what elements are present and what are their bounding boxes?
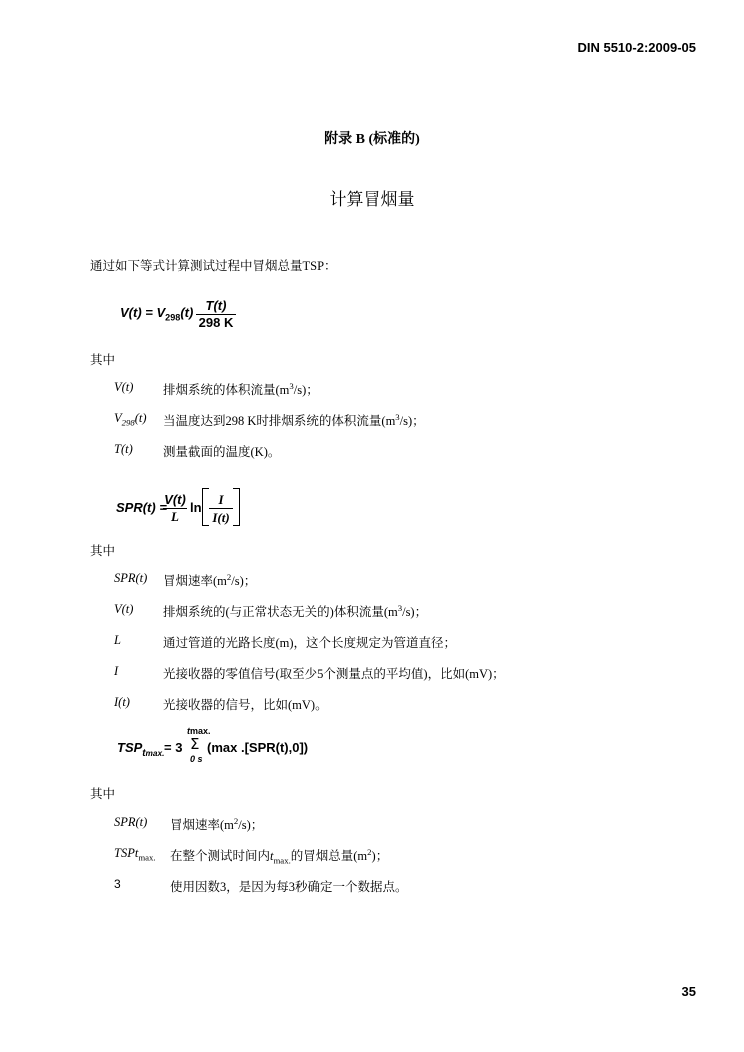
where-label-3: 其中: [90, 787, 116, 801]
page-title: 计算冒烟量: [329, 190, 415, 209]
annex-title: 附录 B (标准的): [324, 132, 420, 147]
formula1-lhs-sub: 298: [165, 312, 181, 323]
formula2-fraction: [163, 492, 187, 525]
formula3-sigma: Σ: [190, 735, 200, 753]
def2-symbol: $V_{298}(t)$: [114, 411, 147, 428]
formula2-ln: ln: [190, 500, 202, 515]
where-label-2: 其中: [90, 544, 116, 558]
formula-volume-flow: [120, 305, 193, 323]
def9-symbol: SPR(t): [114, 815, 148, 829]
page-number: 35: [681, 984, 696, 999]
def1-desc: 排烟系统的体积流量$(m^3/s)$；: [163, 380, 319, 397]
def4-symbol: SPR(t): [114, 571, 148, 585]
formula3-lower: 0 s: [190, 754, 203, 764]
document-id: DIN 5510-2:2009-05: [577, 40, 696, 55]
def11-symbol: 3: [114, 877, 121, 891]
where-label: 其中: [90, 353, 116, 367]
def4-desc: 冒烟速率$(m^2/s)$；: [163, 571, 257, 588]
def10-desc: 在整个测试时间内$t_{max.}$的冒烟总量$(m^2)$；: [170, 846, 389, 866]
formula1-lhs: V(t) = V: [120, 305, 166, 320]
formula2-inner-den: I(t): [212, 510, 230, 525]
def6-desc: 通过管道的光路长度(m)，这个长度规定为管道直径；: [163, 636, 457, 650]
def2-desc: 当温度达到298 K时排烟系统的体积流量$(m^3/s)$；: [163, 411, 425, 428]
formula2-right-bracket: [233, 488, 240, 526]
formula1-fraction: [196, 298, 236, 330]
def9-desc: 冒烟速率$(m^2/s)$；: [170, 815, 264, 832]
intro-text: 通过如下等式计算测试过程中冒烟总量TSP：: [90, 259, 337, 273]
formula3-eq: = 3: [164, 740, 183, 755]
formula3-body: (max .[SPR(t),0]): [207, 740, 309, 755]
formula3-lhs: $TSP_{tmax.}$: [117, 740, 165, 759]
formula2-den: L: [171, 509, 179, 524]
formula1-numerator: T(t): [205, 298, 227, 313]
formula2-lhs: SPR(t) =: [116, 500, 167, 515]
formula2-inner-fraction: [209, 492, 233, 526]
def10-symbol: TSPt$_{max.}$: [114, 846, 156, 863]
def11-desc: 使用因数3，是因为每3秒确定一个数据点。: [170, 880, 408, 894]
def5-symbol: V(t): [114, 602, 134, 616]
formula3-upper: tmax.: [187, 726, 211, 736]
def7-symbol: I: [114, 664, 119, 678]
formula2-num: V(t): [164, 492, 186, 507]
def6-symbol: L: [114, 633, 121, 647]
def5-desc: 排烟系统的(与正常状态无关的)体积流量$(m^3/s)$；: [163, 602, 428, 619]
def1-symbol: V(t): [114, 380, 134, 394]
def7-desc: 光接收器的零值信号(取至少5个测量点的平均值)，比如(mV)；: [163, 667, 505, 681]
def8-symbol: I(t): [114, 695, 130, 709]
formula1-denominator: 298 K: [198, 315, 234, 330]
formula2-inner-num: I: [218, 492, 224, 507]
def3-symbol: T(t): [114, 442, 133, 456]
def3-desc: 测量截面的温度(K)。: [163, 445, 281, 459]
formula2-left-bracket: [202, 488, 209, 526]
def8-desc: 光接收器的信号，比如(mV)。: [163, 698, 328, 712]
formula1-lhs-after: (t): [180, 305, 194, 320]
